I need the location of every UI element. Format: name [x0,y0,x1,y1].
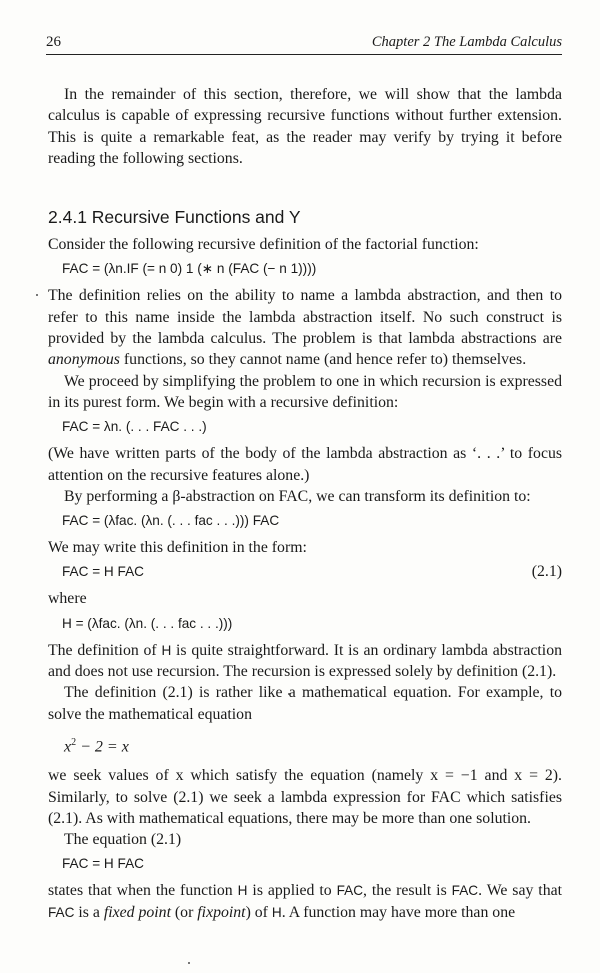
page-body [48,84,562,923]
paragraph-definition-h: The definition of H is quite straightforward. It is an ordinary lambda abstraction and does not use recursion. The recursion is expressed solely by definition (2.1). [48,641,562,681]
paragraph-we-may-write: We may write this definition in the form: [48,539,307,557]
paragraph-we-proceed: We proceed by simplifying the problem to one in which recursion is expressed in its purest form. We begin with a recursive definition: [48,372,562,411]
math-equation: $x^2 - 2 = x$ [64,736,129,756]
section-heading: 2.4.1 Recursive Functions and Y [48,207,301,228]
paragraph-the-equation: The equation (2.1) [64,831,182,849]
paragraph-math-equation: The definition (2.1) is rather like a mathematical equation. For example, to solve the mathematical equation [48,684,562,723]
code-fac-equals-h-fac-2: FAC = H FAC [62,856,144,872]
paragraph-consider: Consider the following recursive definition of the factorial function: [48,236,479,254]
equation-number: (2.1) [531,563,562,581]
margin-mark [36,294,38,296]
paragraph-we-have-written: (We have written parts of the body of the lambda abstraction as ‘. . .’ to focus attention on the recursive features alone.) [48,445,562,484]
running-title: Chapter 2 The Lambda Calculus [371,34,562,50]
paragraph-definition-relies: The definition relies on the ability to name a lambda abstraction, and then to refer to this name inside the lambda abstraction itself. No such construct is provided by the lambda calculus. The problem is that lambda abstractions are anonymous functions, so they cannot name (and hence refer to) themselves. [48,287,562,369]
emphasis-anonymous: anonymous [48,351,120,369]
scan-speck [188,962,190,964]
code-fac-body: FAC = λn. (. . . FAC . . .) [62,419,207,435]
code-fac-equals-h-fac: FAC = H FAC (2.1) [62,563,562,581]
paragraph-beta-abstraction: By performing a β-abstraction on FAC, we can transform its definition to: [64,487,531,505]
code-h-definition: H = (λfac. (λn. (. . . fac . . .))) [62,615,233,631]
paragraph-states: states that when the function H is applied to FAC, the result is FAC. We say that FAC is a fixed point (or fixpoint) of H. A function may have more than one [48,882,562,921]
intro-paragraph: In the remainder of this section, therefore, we will show that the lambda calculus is capable of expressing recursive functions without further extension. This is quite a remarkable feat, as the reader may verify by trying it before reading the following sections. [48,86,562,167]
code-fac-definition: FAC = (λn.IF (= n 0) 1 (∗ n (FAC (− n 1)))) [62,261,317,277]
page-number: 26 [46,34,61,50]
running-header [46,30,562,55]
code-fac-beta: FAC = (λfac. (λn. (. . . fac . . .))) FAC [62,513,280,529]
paragraph-we-seek: we seek values of x which satisfy the equation (namely x = −1 and x = 2). Similarly, to solve (2.1) we seek a lambda expression for FAC which satisfies (2.1). As with mathematical equations, there may be more than one solution. [48,767,562,827]
section-block [48,206,562,923]
word-where: where [48,590,87,608]
